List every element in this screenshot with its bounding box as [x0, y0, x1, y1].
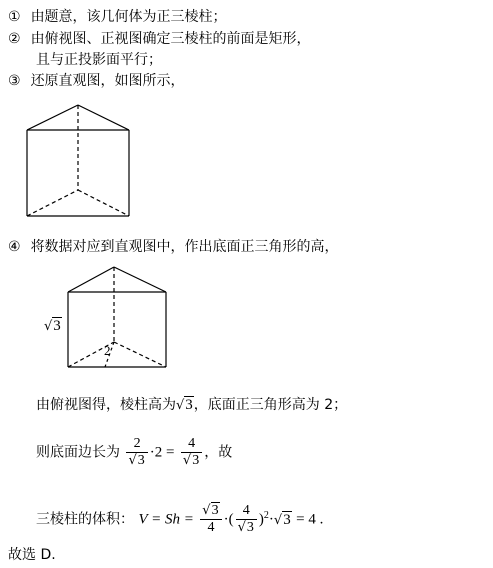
radicand: 3 — [211, 503, 219, 518]
math-segment: · — [268, 511, 274, 528]
text-segment: ，底面正三角形高为 2； — [193, 397, 348, 413]
step-number: ④ — [8, 239, 21, 255]
derivation-line-height — [36, 396, 347, 415]
radicand: 3 — [283, 511, 291, 528]
step-number: ② — [8, 31, 21, 47]
conclusion: 故选 D. — [8, 547, 56, 563]
derivation-line-volume — [36, 503, 323, 536]
text-segment: ，故 — [204, 444, 233, 461]
step-text: 将数据对应到直观图中，作出底面正三角形的高， — [30, 239, 339, 255]
step-text: 由俯视图、正视图确定三棱柱的前面是矩形， — [30, 31, 311, 47]
math-segment: ) — [258, 511, 264, 528]
text-segment: 则底面边长为 — [36, 444, 120, 461]
exponent: 2 — [263, 509, 269, 521]
fraction: $\frac{4}{√3}$ — [181, 436, 202, 469]
numerator: 4 — [188, 436, 196, 451]
radicand: 3 — [137, 453, 145, 468]
sqrt-expression: √3 — [273, 511, 291, 528]
step-number: ① — [8, 9, 21, 25]
denominator: 4 — [200, 519, 221, 536]
step-text-continued: 且与正投影面平行； — [36, 52, 162, 68]
radical-sign: √ — [44, 319, 53, 334]
math-segment: V = Sh = — [138, 511, 194, 528]
step-text: 还原直观图，如图所示， — [30, 73, 185, 89]
fraction: $\frac{√3}{4}$ — [200, 503, 221, 536]
prism-height-label — [44, 317, 62, 336]
radicand: 3 — [185, 397, 193, 413]
fraction: $\frac{2}{√3}$ — [126, 436, 147, 469]
math-segment: = 4 . — [296, 511, 324, 528]
sqrt-expression: √3 — [176, 397, 193, 413]
derivation-line-side — [36, 436, 232, 469]
math-segment: ·( — [223, 511, 234, 528]
numerator: 4 — [242, 503, 250, 518]
step-number: ③ — [8, 73, 21, 89]
radicand: 3 — [246, 520, 254, 535]
math-segment: ·2 = — [149, 444, 175, 461]
fraction: $\frac{4}{√3}$ — [236, 503, 257, 536]
numerator: 2 — [133, 436, 141, 451]
triangle-height-label: 2 — [104, 343, 111, 358]
step-text: 由题意，该几何体为正三棱柱； — [30, 9, 227, 25]
sqrt-expression — [44, 317, 62, 336]
radicand: 3 — [53, 318, 61, 334]
radicand: 3 — [192, 453, 200, 468]
text-segment: 三棱柱的体积： — [36, 511, 134, 528]
text-segment: 由俯视图得，棱柱高为 — [36, 397, 176, 413]
